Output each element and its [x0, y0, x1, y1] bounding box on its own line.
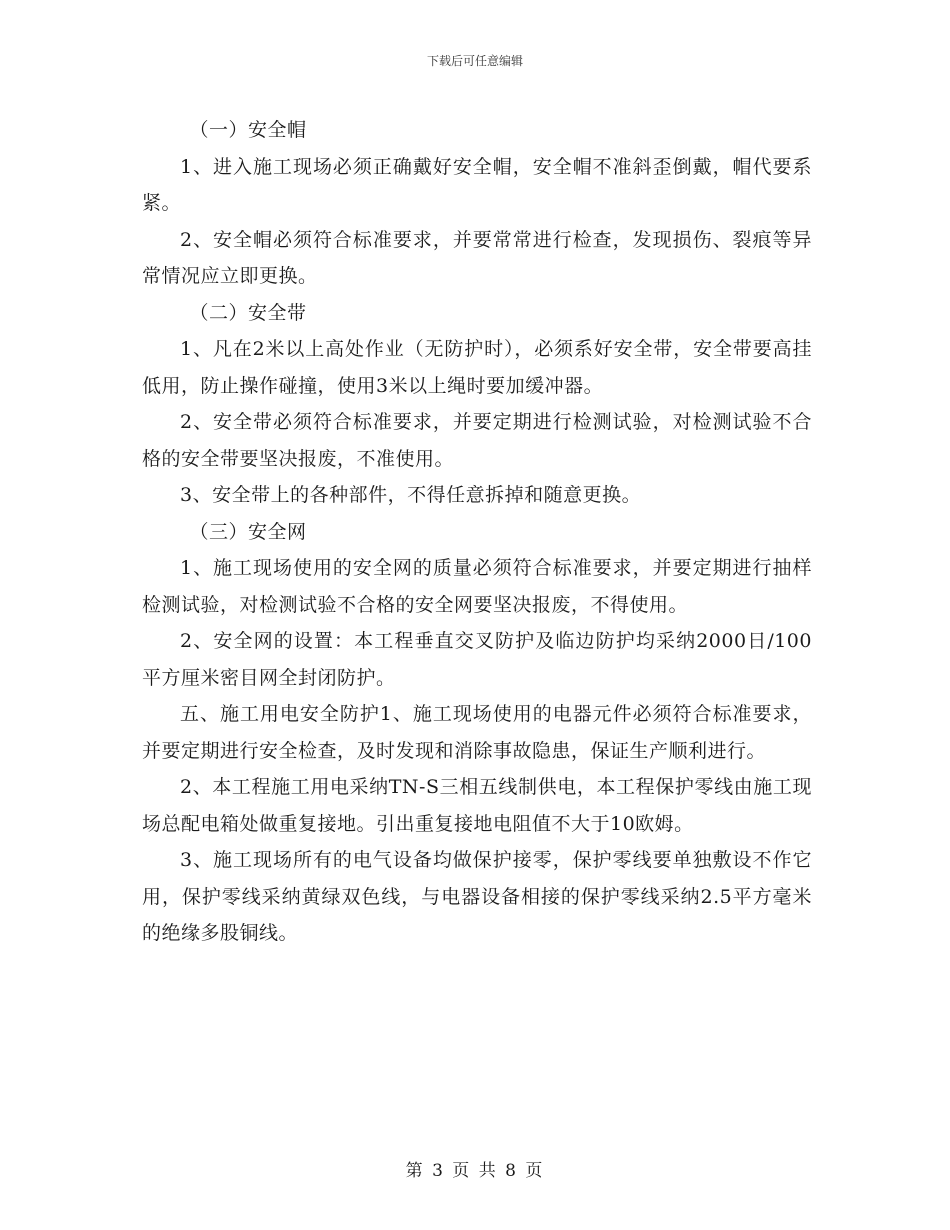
paragraph-helmet-1: 1、进入施工现场必须正确戴好安全帽，安全帽不准斜歪倒戴，帽代要系紧。	[142, 155, 812, 214]
paragraph-electric-1: 五、施工用电安全防护1、施工现场使用的电器元件必须符合标准要求，并要定期进行安全检查，及时发现和消除事故隐患，保证生产顺利进行。	[142, 703, 812, 762]
document-body	[142, 112, 812, 952]
paragraph-electric-2: 2、本工程施工用电采纳TN-S三相五线制供电，本工程保护零线由施工现场总配电箱处做重复接地。引出重复接地电阻值不大于10欧姆。	[142, 776, 812, 835]
page-number-footer: 第 3 页 共 8 页	[405, 1161, 545, 1181]
page-header-note: 下载后可任意编辑	[426, 54, 523, 68]
section-heading-safety-helmet: （一）安全帽	[189, 119, 307, 141]
paragraph-belt-1: 1、凡在2米以上高处作业（无防护时），必须系好安全带，安全带要高挂低用，防止操作碰撞，使用3米以上绳时要加缓冲器。	[142, 338, 812, 397]
section-heading-safety-belt: （二）安全带	[189, 301, 307, 324]
paragraph-belt-3: 3、安全带上的各种部件，不得任意拆掉和随意更换。	[180, 484, 642, 506]
paragraph-net-1: 1、施工现场使用的安全网的质量必须符合标准要求，并要定期进行抽样检测试验，对检测试验不合格的安全网要坚决报废，不得使用。	[142, 557, 812, 616]
section-heading-safety-net: （三）安全网	[189, 520, 307, 543]
paragraph-belt-2: 2、安全带必须符合标准要求，并要定期进行检测试验，对检测试验不合格的安全带要坚决报废，不准使用。	[142, 411, 812, 470]
paragraph-net-2: 2、安全网的设置：本工程垂直交叉防护及临边防护均采纳2000日/100平方厘米密目网全封闭防护。	[142, 630, 812, 689]
paragraph-helmet-2: 2、安全帽必须符合标准要求，并要常常进行检查，发现损伤、裂痕等异常情况应立即更换。	[142, 228, 812, 287]
paragraph-electric-3: 3、施工现场所有的电气设备均做保护接零，保护零线要单独敷设不作它用，保护零线采纳黄绿双色线，与电器设备相接的保护零线采纳2.5平方毫米的绝缘多股铜线。	[142, 849, 812, 944]
